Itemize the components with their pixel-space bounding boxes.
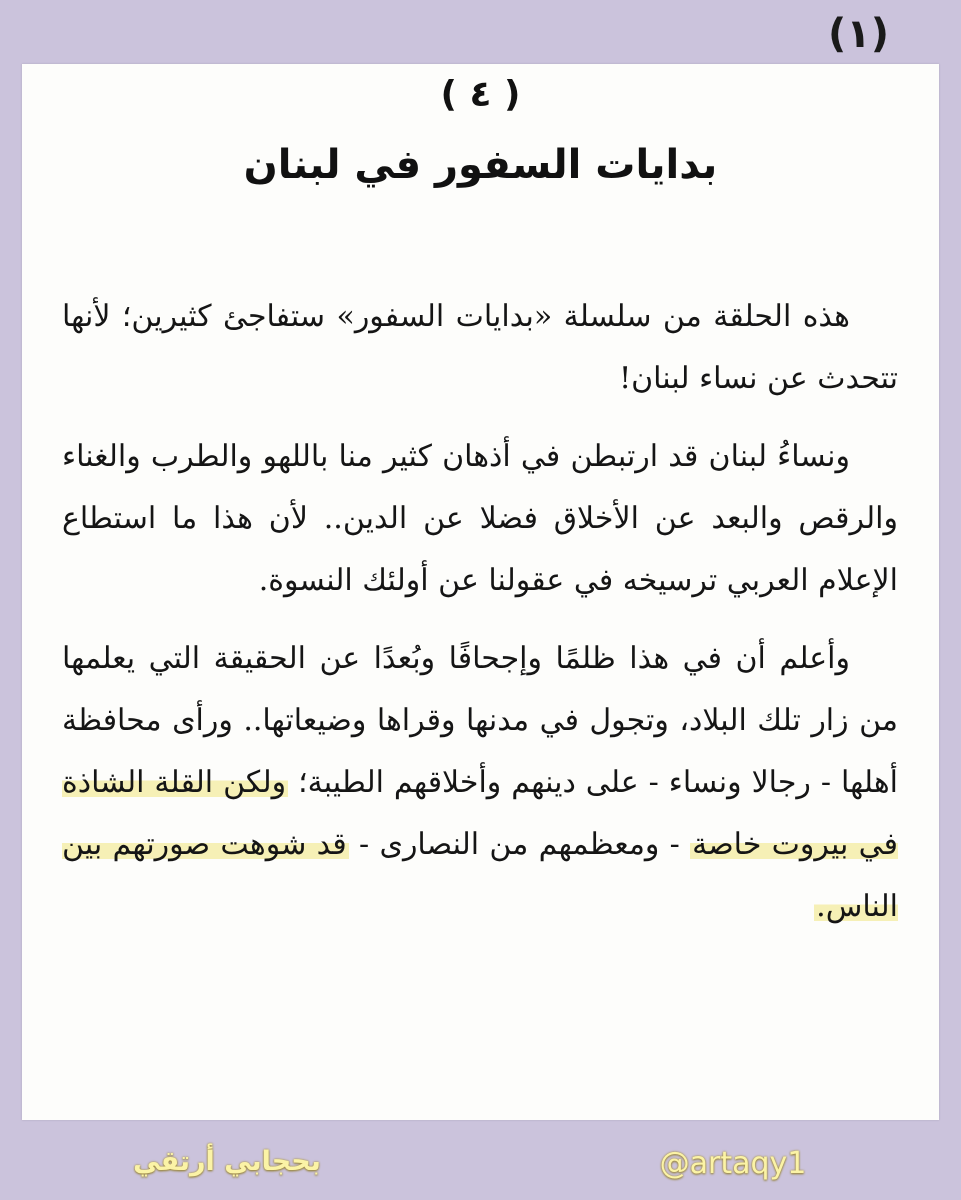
paragraph-3 (62, 628, 898, 938)
account-handle: @artaqy1 (659, 1146, 807, 1181)
paragraph-1: هذه الحلقة من سلسلة «بدايات السفور» ستفاجئ كثيرين؛ لأنها تتحدث عن نساء لبنان! (62, 299, 898, 396)
book-page (22, 64, 939, 1120)
chapter-number: ( ٤ ) (440, 74, 521, 115)
paragraph-3-text-middle: - ومعظمهم من النصارى - (348, 827, 691, 862)
signature-text: بحجابي أرتقي (133, 1146, 321, 1177)
chapter-title: بدايات السفور في لبنان (243, 142, 718, 188)
paragraph-2: ونساءُ لبنان قد ارتبطن في أذهان كثير منا باللهو والطرب والغناء والرقص والبعد عن الأخلاق فضلا عن الدين.. لأن هذا ما استطاع الإعلام العربي ترسيخه في عقولنا عن أولئك النسوة. (62, 439, 898, 598)
highlighted-text-1: ولكن القلة الشاذة في بيروت خاصة (62, 765, 898, 862)
highlighted-text-2: قد شوهت صورتهم بين الناس. (62, 827, 898, 924)
post-number: (١) (828, 11, 889, 57)
paragraph-3-text-before: وأعلم أن في هذا ظلمًا وإجحافًا وبُعدًا عن الحقيقة التي يعلمها من زار تلك البلاد، وتجول في مدنها وقراها وضيعاتها.. ورأى محافظة أهلها - رجالا ونساء - على دينهم وأخلاقهم الطيبة؛ (62, 641, 899, 800)
body-text (62, 286, 898, 954)
